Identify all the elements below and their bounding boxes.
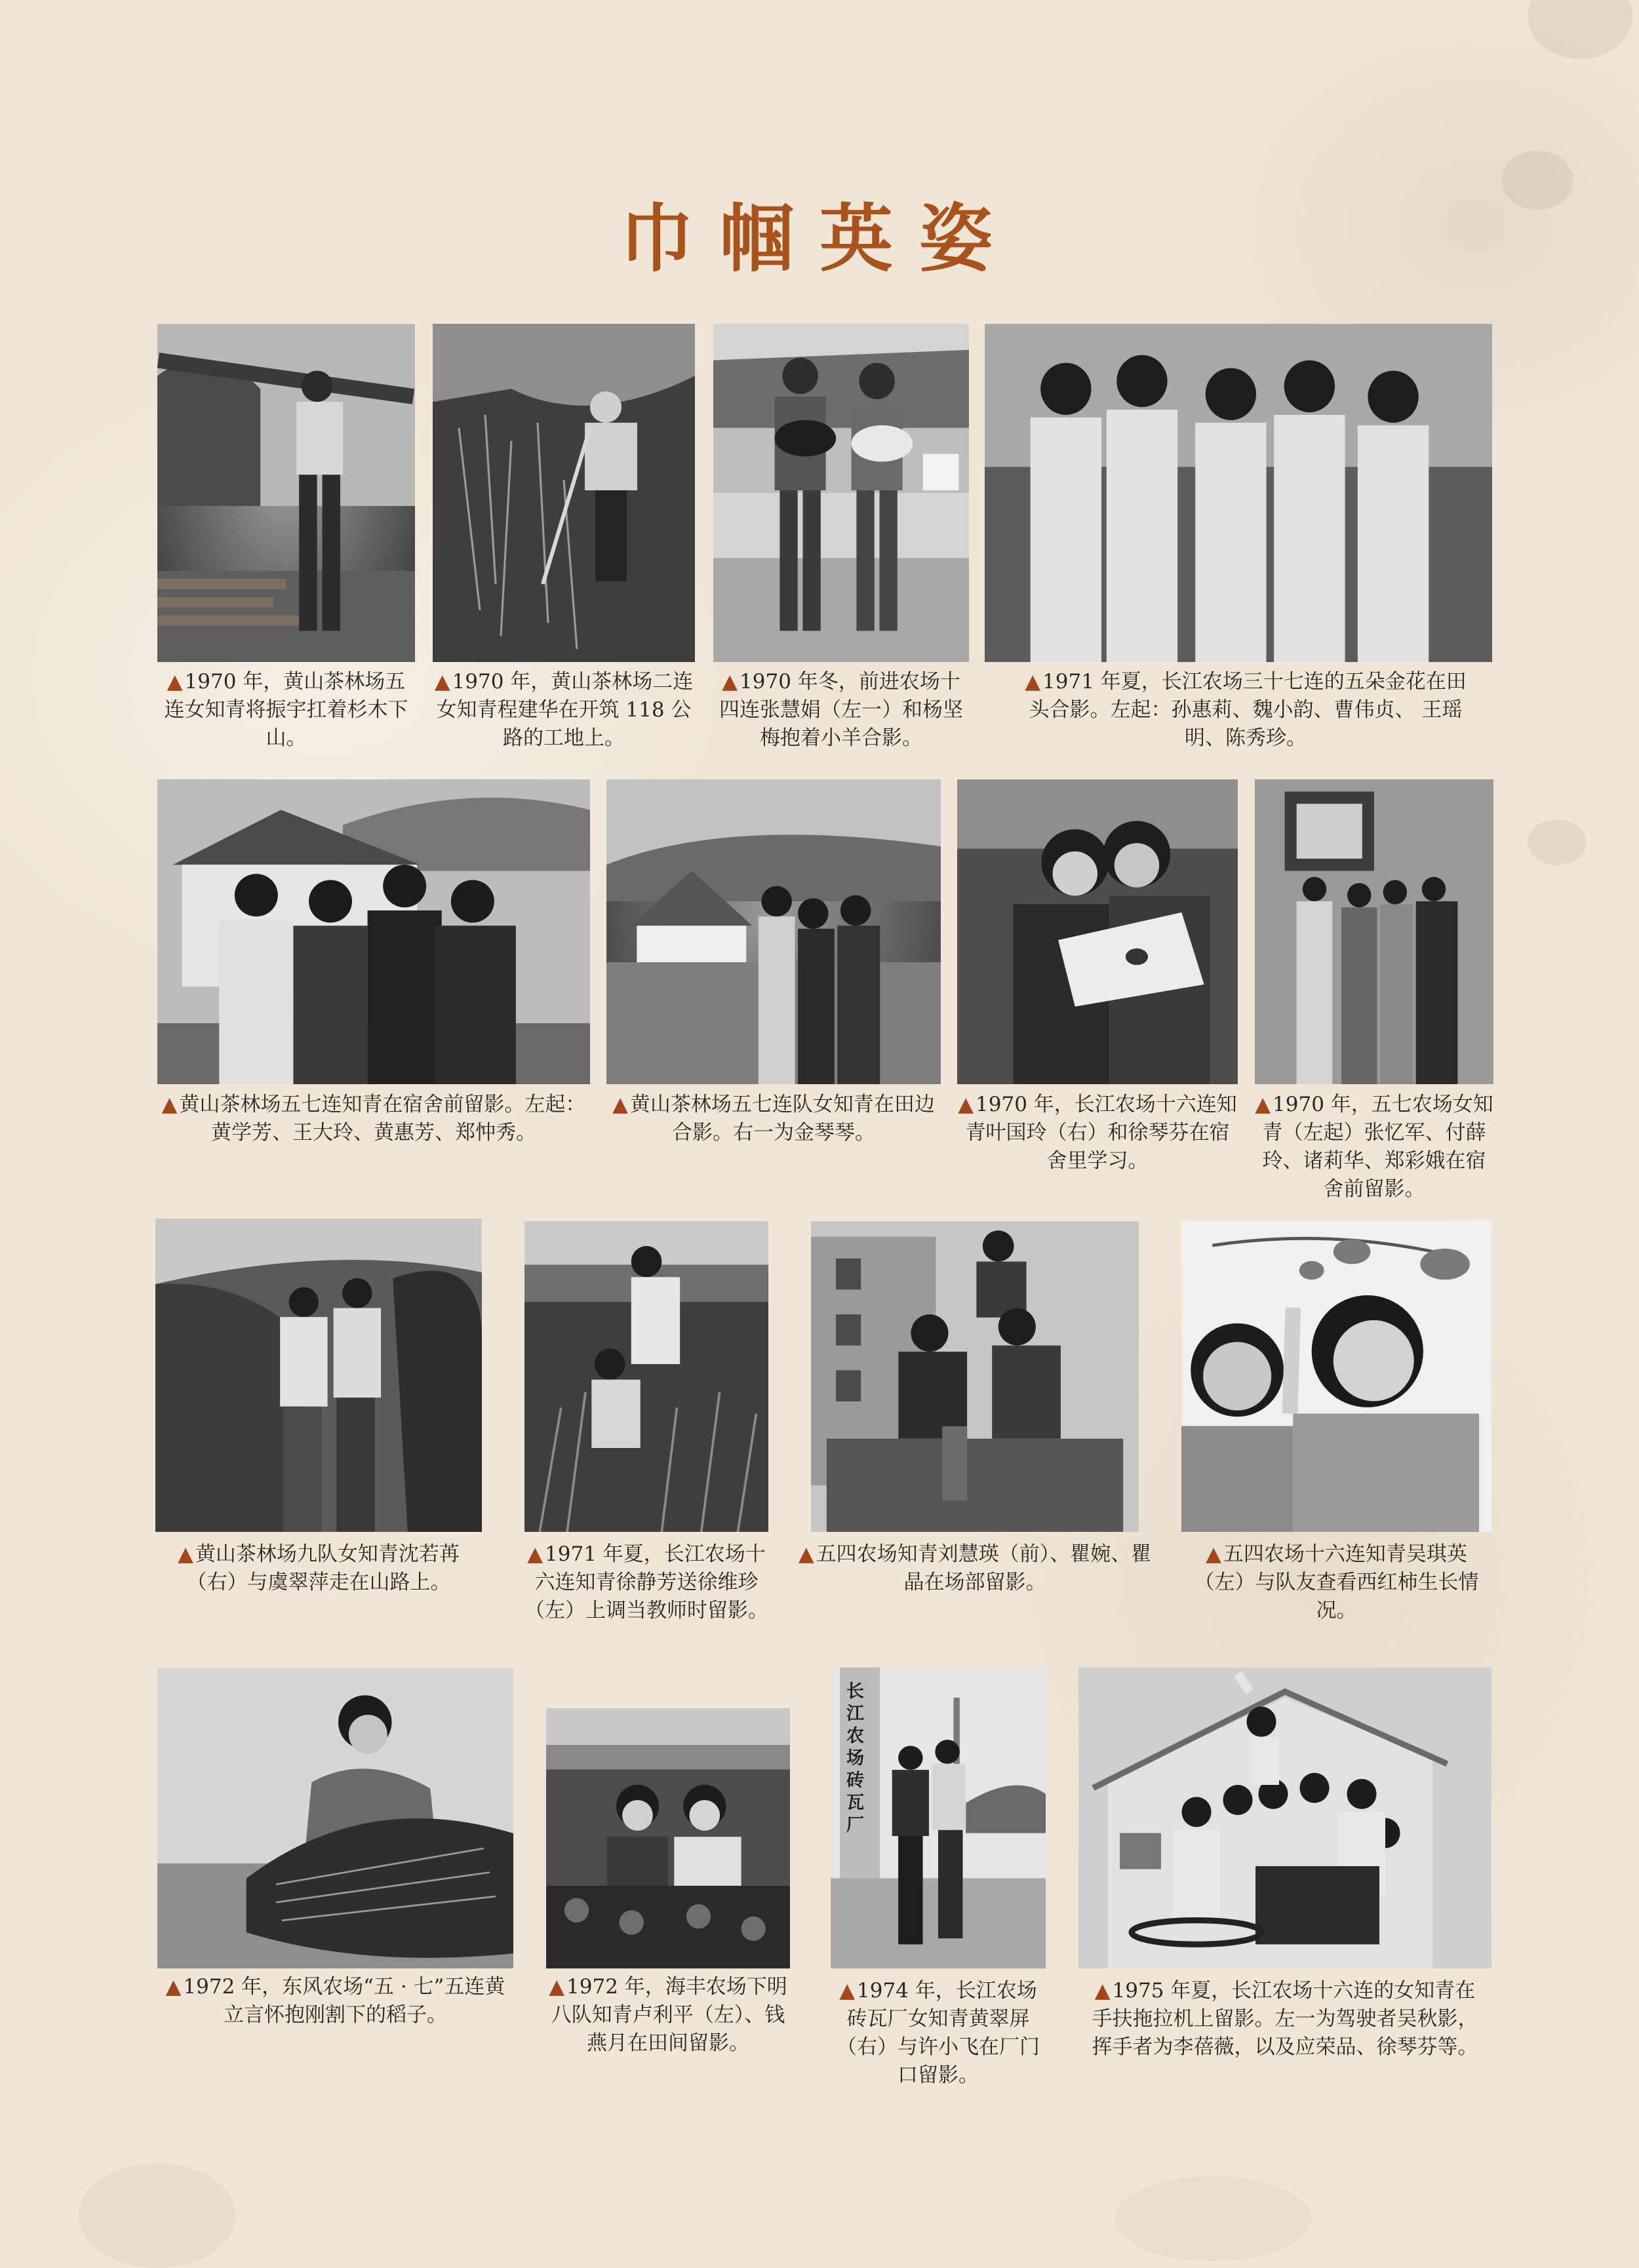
triangle-marker-icon: ▲ <box>958 1093 974 1116</box>
photo-woman-holding-rice <box>157 1668 513 1968</box>
photo-caption: ▲1970 年，黄山茶林场二连女知青程建华在开筑 118 公路的工地上。 <box>434 670 694 750</box>
triangle-marker-icon: ▲ <box>161 1093 178 1116</box>
photo-caption: ▲1971 年夏，长江农场十六连知青徐静芳送徐维珍（左）上调当教师时留影。 <box>524 1542 768 1622</box>
photo-caption: ▲黄山茶林场五七连队女知青在田边合影。右一为金琴琴。 <box>612 1093 935 1144</box>
photo-caption: ▲1970 年，五七农场女知青（左起）张忆军、付薛玲、诸莉华、郑彩娥在宿舍前留影。 <box>1255 1093 1493 1201</box>
photo-caption: ▲1970 年冬，前进农场十四连张慧娟（左一）和杨坚梅抱着小羊合影。 <box>719 670 963 750</box>
photo-woman-carrying-log <box>157 324 415 662</box>
photo-caption: ▲1971 年夏，长江农场三十七连的五朵金花在田头合影。左起：孙惠莉、魏小韵、曹伟贞、 王瑶明、陈秀珍。 <box>1025 670 1467 750</box>
photo-women-on-tractor <box>811 1221 1139 1532</box>
photo-caption: ▲黄山茶林场五七连知青在宿舍前留影。左起：黄学芳、王大玲、黄惠芳、郑忡秀。 <box>161 1093 586 1144</box>
triangle-marker-icon: ▲ <box>722 670 738 694</box>
photo-women-checking-tomatoes <box>1181 1221 1491 1532</box>
triangle-marker-icon: ▲ <box>527 1542 543 1566</box>
photo-caption: ▲1970 年，长江农场十六连知青叶国玲（右）和徐琴芬在宿舍里学习。 <box>958 1093 1237 1173</box>
photo-caption: ▲五四农场十六连知青吴琪英（左）与队友查看西红柿生长情况。 <box>1194 1542 1479 1622</box>
photo-women-on-mountain-road <box>155 1219 482 1532</box>
photo-caption: ▲1972 年，东风农场“五 · 七”五连黄立言怀抱刚割下的稻子。 <box>165 1975 505 2027</box>
photo-women-in-rice-field <box>524 1221 768 1532</box>
photo-women-on-hand-tractor <box>1078 1668 1491 1968</box>
photo-four-women-dormitory <box>157 779 590 1084</box>
photo-caption: ▲1974 年，长江农场砖瓦厂女知青黄翠屏（右）与许小飞在厂门口留影。 <box>837 1979 1040 2087</box>
photo-caption: ▲1970 年，黄山茶林场五连女知青将振宇扛着杉木下山。 <box>164 670 408 750</box>
photo-two-women-in-field <box>546 1708 790 1968</box>
photo-four-women-in-front <box>1255 779 1493 1084</box>
triangle-marker-icon: ▲ <box>1255 1093 1271 1116</box>
photo-two-women-lambs <box>713 324 969 662</box>
triangle-marker-icon: ▲ <box>549 1975 565 1999</box>
photo-caption: ▲黄山茶林场九队女知青沈若苒（右）与虞翠萍走在山路上。 <box>178 1542 460 1594</box>
triangle-marker-icon: ▲ <box>839 1979 856 2003</box>
photo-women-by-field <box>606 779 941 1084</box>
photo-five-golden-flowers <box>985 324 1492 662</box>
photo-caption: ▲五四农场知青刘慧瑛（前）、瞿婉、瞿晶在场部留影。 <box>798 1542 1152 1594</box>
triangle-marker-icon: ▲ <box>1206 1542 1221 1566</box>
triangle-marker-icon: ▲ <box>165 1975 182 1999</box>
triangle-marker-icon: ▲ <box>612 1093 628 1116</box>
triangle-marker-icon: ▲ <box>178 1542 193 1566</box>
photo-two-women-studying <box>957 779 1238 1084</box>
triangle-marker-icon: ▲ <box>1094 1979 1111 2003</box>
page-title: 巾帼英姿 <box>620 197 1019 282</box>
photo-woman-road-construction <box>433 324 695 662</box>
triangle-marker-icon: ▲ <box>167 670 183 694</box>
triangle-marker-icon: ▲ <box>1025 670 1041 694</box>
photo-women-at-brick-factory-gate <box>831 1668 1046 1968</box>
photo-caption: ▲1972 年，海丰农场下明八队知青卢利平（左）、钱燕月在田间留影。 <box>549 1975 787 2055</box>
triangle-marker-icon: ▲ <box>798 1542 814 1566</box>
factory-sign: 长江农场砖瓦厂 <box>846 1681 864 1835</box>
triangle-marker-icon: ▲ <box>434 670 450 694</box>
photo-caption: ▲1975 年夏，长江农场十六连的女知青在手扶拖拉机上留影。左一为驾驶者吴秋影，挥手者为李蓓薇，以及应荣品、徐琴芬等。 <box>1092 1979 1478 2059</box>
